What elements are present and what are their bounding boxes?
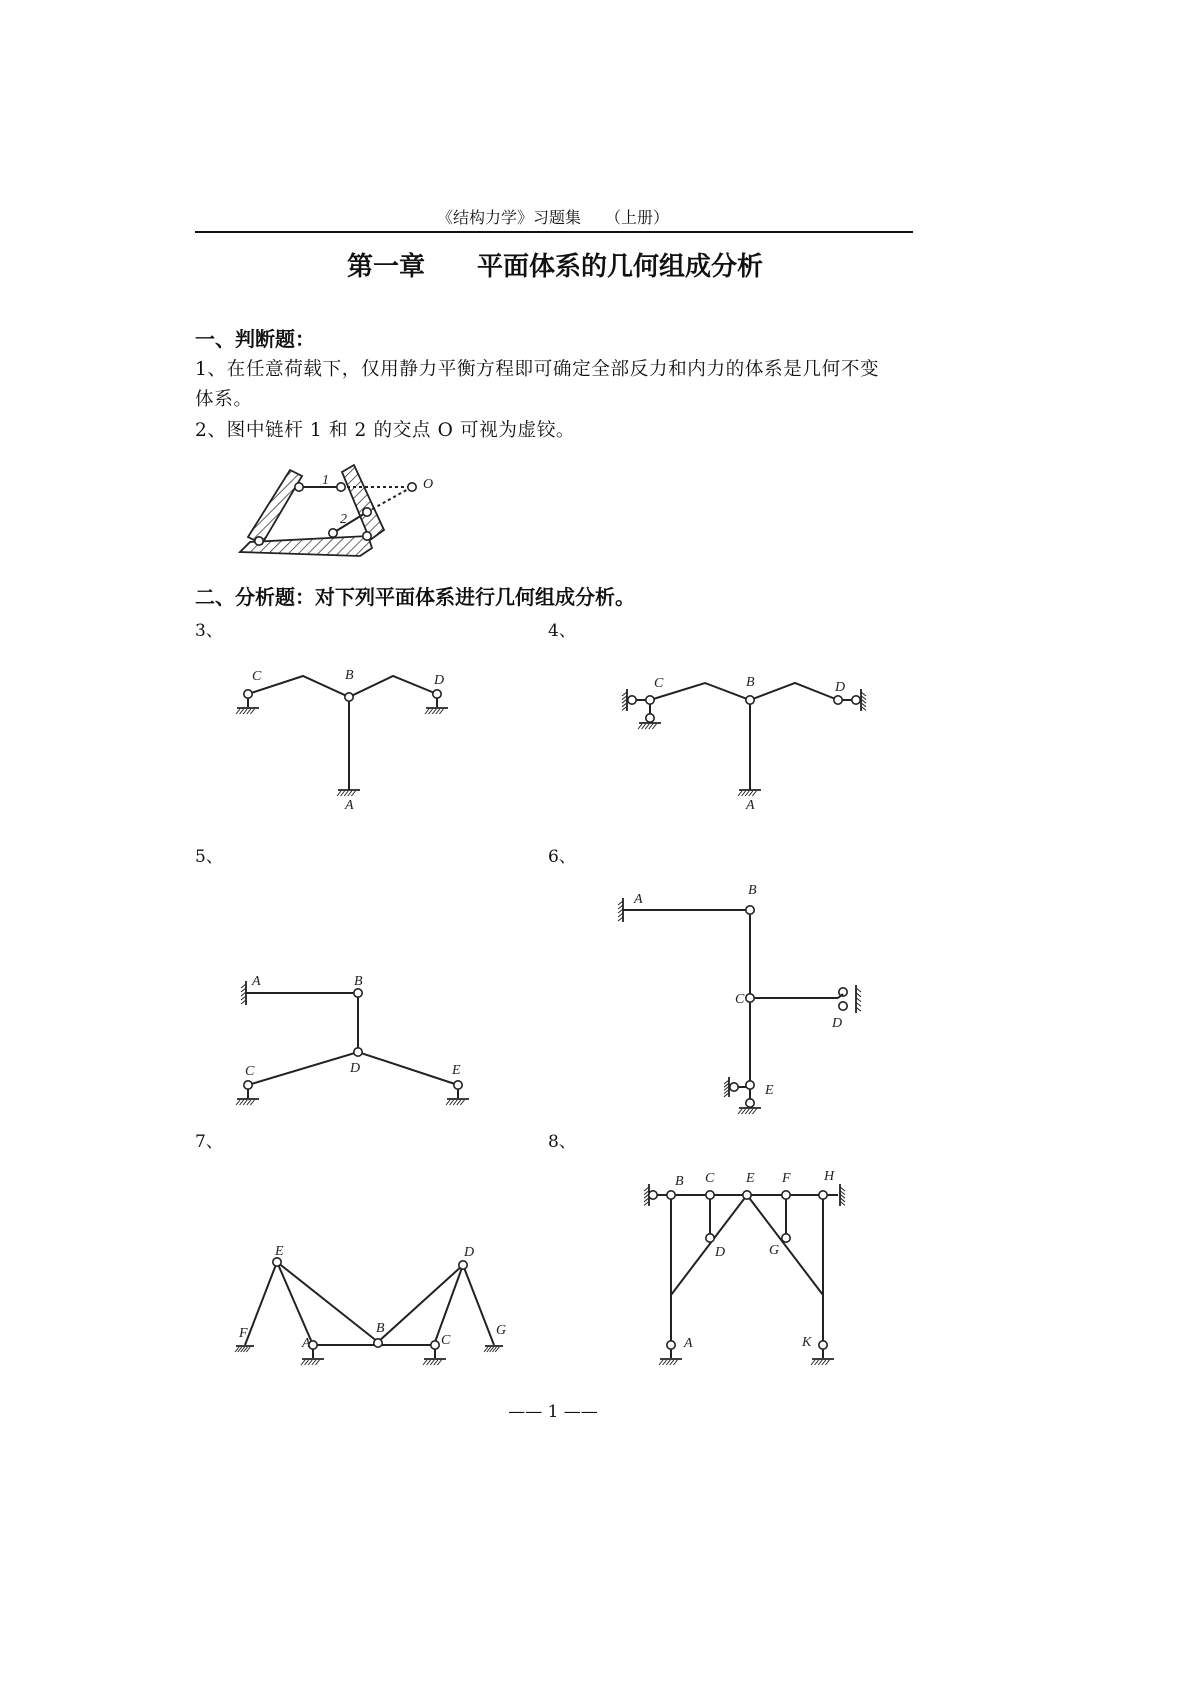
ground-hatch	[649, 724, 653, 729]
ground-hatch	[659, 1360, 663, 1365]
ground-hatch	[243, 709, 247, 714]
p5-label-b: B	[354, 974, 363, 989]
question-1-line-2: 体系。	[195, 389, 253, 410]
p7-label-b: B	[376, 1321, 385, 1336]
hinge-icon	[354, 989, 362, 997]
fig2-label-bar-1: 1	[322, 473, 329, 488]
ground-hatch	[738, 1109, 742, 1114]
hinge-icon	[628, 696, 636, 704]
p8-label-g: G	[769, 1243, 780, 1258]
p7-label-e: E	[275, 1244, 284, 1259]
hinge-icon	[649, 1191, 657, 1199]
ground-hatch	[250, 1100, 254, 1105]
p5-label-c: C	[245, 1064, 255, 1079]
ground-hatch	[315, 1360, 319, 1365]
ground-hatch	[822, 1360, 826, 1365]
ground-hatch	[240, 709, 244, 714]
ground-hatch	[434, 1360, 438, 1365]
problem-number-5: 5、	[195, 847, 223, 867]
ground-hatch	[439, 709, 443, 714]
problem-number-4: 4、	[548, 621, 576, 641]
ground-hatch	[247, 709, 251, 714]
hinge-icon	[345, 693, 353, 701]
hinge-icon	[408, 483, 416, 491]
ground-hatch	[423, 1360, 427, 1365]
ground-hatch	[250, 709, 254, 714]
p7-label-d: D	[464, 1245, 475, 1260]
hinge-icon	[746, 1081, 754, 1089]
hinge-icon	[273, 1258, 281, 1266]
ground-hatch	[663, 1360, 667, 1365]
ground-hatch	[745, 1109, 749, 1114]
p8-label-b: B	[675, 1174, 684, 1189]
p3-label-d: D	[434, 673, 445, 688]
ground-hatch	[673, 1360, 677, 1365]
ground-hatch	[308, 1360, 312, 1365]
p8-label-c: C	[705, 1171, 715, 1186]
ground-hatch	[240, 1100, 244, 1105]
hinge-icon	[354, 1048, 362, 1056]
question-2: 2、图中链杆 1 和 2 的交点 O 可视为虚铰。	[195, 420, 576, 441]
p4-label-b: B	[746, 675, 755, 690]
ground-hatch	[446, 1100, 450, 1105]
p5-label-d: D	[350, 1061, 361, 1076]
p5-label-e: E	[452, 1063, 461, 1078]
p6-label-c: C	[735, 992, 745, 1007]
hinge-icon	[706, 1191, 714, 1199]
hinge-icon	[746, 906, 754, 914]
p6-label-b: B	[748, 883, 757, 898]
ground-hatch	[815, 1360, 819, 1365]
ground-hatch	[670, 1360, 674, 1365]
ground-hatch	[752, 1109, 756, 1114]
ground-hatch	[642, 724, 646, 729]
page-number: —— 1 ——	[508, 1402, 598, 1422]
ground-hatch	[742, 791, 746, 796]
hinge-icon	[646, 714, 654, 722]
hinge-icon	[255, 537, 263, 545]
hinge-icon	[363, 508, 371, 516]
hinge-icon	[834, 696, 842, 704]
p4-label-c: C	[654, 676, 664, 691]
member	[248, 676, 437, 697]
p7-label-g: G	[496, 1323, 507, 1338]
ground-hatch	[811, 1360, 815, 1365]
ground-hatch	[348, 791, 352, 796]
hinge-icon	[667, 1341, 675, 1349]
ground-hatch	[236, 1100, 240, 1105]
hinge-icon	[244, 1081, 252, 1089]
extension-line	[367, 487, 412, 512]
p7-label-c: C	[441, 1333, 451, 1348]
ground-hatch	[457, 1100, 461, 1105]
hinge-icon	[782, 1234, 790, 1242]
ground-hatch	[351, 791, 355, 796]
ground-hatch	[243, 1100, 247, 1105]
p4-label-a: A	[746, 798, 755, 813]
p6-label-a: A	[634, 892, 643, 907]
p6-label-d: D	[832, 1016, 843, 1031]
ground-hatch	[645, 724, 649, 729]
ground-hatch	[312, 1360, 316, 1365]
ground-hatch	[742, 1109, 746, 1114]
p8-label-h: H	[824, 1169, 835, 1184]
section-heading-analysis: 二、分析题：对下列平面体系进行几何组成分析。	[195, 585, 635, 609]
ground-hatch	[450, 1100, 454, 1105]
ground-hatch	[749, 1109, 753, 1114]
problem-number-6: 6、	[548, 847, 576, 867]
hinge-icon	[746, 994, 754, 1002]
hinge-icon	[746, 1099, 754, 1107]
hinge-icon	[730, 1083, 738, 1091]
problem-number-3: 3、	[195, 621, 223, 641]
p3-label-b: B	[345, 668, 354, 683]
p8-label-f: F	[782, 1171, 791, 1186]
rigid-body-right	[342, 465, 384, 540]
ground-hatch	[818, 1360, 822, 1365]
fig2-label-o: O	[423, 477, 434, 492]
member	[671, 1195, 823, 1295]
p7-label-a: A	[302, 1336, 311, 1351]
hinge-icon	[852, 696, 860, 704]
ground-hatch	[738, 791, 742, 796]
hinge-icon	[646, 696, 654, 704]
ground-hatch	[425, 709, 429, 714]
ground-hatch	[825, 1360, 829, 1365]
ground-hatch	[247, 1100, 251, 1105]
rigid-body-left	[248, 470, 302, 544]
p8-label-d: D	[715, 1245, 726, 1260]
ground-hatch	[638, 724, 642, 729]
ground-hatch	[460, 1100, 464, 1105]
ground-hatch	[236, 709, 240, 714]
hinge-icon	[329, 529, 337, 537]
ground-hatch	[427, 1360, 431, 1365]
p3-label-a: A	[345, 798, 354, 813]
hinge-icon	[839, 1002, 847, 1010]
section-heading-judgement: 一、判断题：	[195, 327, 315, 351]
p6-label-e: E	[765, 1083, 774, 1098]
fig2-label-bar-2: 2	[340, 512, 347, 527]
ground-hatch	[749, 791, 753, 796]
chapter-title: 第一章 平面体系的几何组成分析	[346, 252, 763, 282]
hinge-icon	[746, 696, 754, 704]
hinge-icon	[374, 1339, 382, 1347]
problem-number-8: 8、	[548, 1132, 576, 1152]
hinge-icon	[819, 1341, 827, 1349]
ground-hatch	[437, 1360, 441, 1365]
p8-label-k: K	[802, 1335, 812, 1350]
ground-hatch	[752, 791, 756, 796]
hinge-icon	[431, 1341, 439, 1349]
hinge-icon	[433, 690, 441, 698]
problem-number-7: 7、	[195, 1132, 223, 1152]
hinge-icon	[244, 690, 252, 698]
hinge-icon	[819, 1191, 827, 1199]
ground-hatch	[432, 709, 436, 714]
hinge-icon	[667, 1191, 675, 1199]
ground-hatch	[305, 1360, 309, 1365]
p4-label-d: D	[835, 680, 846, 695]
ground-hatch	[430, 1360, 434, 1365]
ground-hatch	[341, 791, 345, 796]
ground-hatch	[337, 791, 341, 796]
hinge-icon	[706, 1234, 714, 1242]
hinge-icon	[459, 1261, 467, 1269]
ground-hatch	[344, 791, 348, 796]
ground-hatch	[301, 1360, 305, 1365]
ground-hatch	[745, 791, 749, 796]
hinge-icon	[454, 1081, 462, 1089]
running-header: 《结构力学》习题集 （上册）	[436, 208, 669, 227]
member	[245, 1262, 313, 1345]
hinge-icon	[782, 1191, 790, 1199]
hinge-icon	[337, 483, 345, 491]
ground-hatch	[652, 724, 656, 729]
question-1-line-1: 1、在任意荷载下，仅用静力平衡方程即可确定全部反力和内力的体系是几何不变	[195, 359, 880, 380]
ground-hatch	[429, 709, 433, 714]
p5-label-a: A	[252, 974, 261, 989]
member	[463, 1265, 494, 1345]
member	[650, 683, 838, 700]
p3-label-c: C	[252, 669, 262, 684]
ground-hatch	[666, 1360, 670, 1365]
p7-label-f: F	[239, 1326, 248, 1341]
p8-label-e: E	[746, 1171, 755, 1186]
ground-hatch	[453, 1100, 457, 1105]
hinge-icon	[295, 483, 303, 491]
hinge-icon	[743, 1191, 751, 1199]
p8-label-a: A	[684, 1336, 693, 1351]
member	[277, 1262, 463, 1342]
ground-hatch	[436, 709, 440, 714]
hinge-icon	[363, 532, 371, 540]
